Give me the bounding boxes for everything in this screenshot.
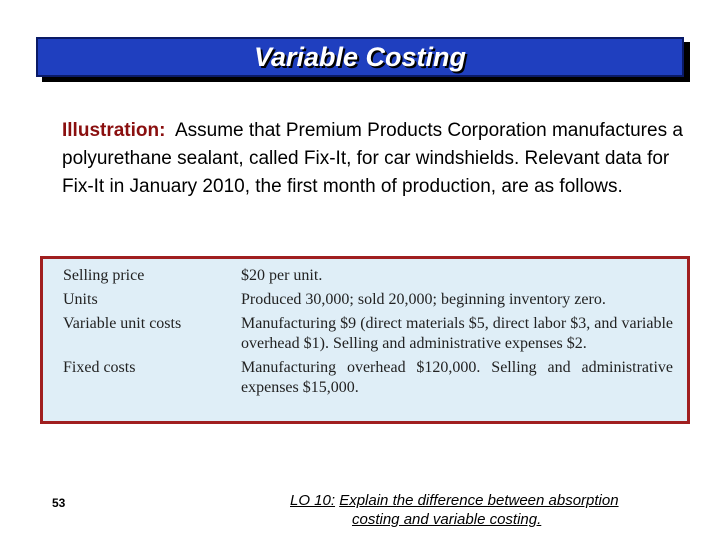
- data-box: [40, 256, 690, 424]
- lo-text-2: costing and variable costing.: [352, 511, 542, 528]
- page-number: 53: [52, 496, 66, 510]
- intro-paragraph: [62, 117, 692, 201]
- title-bar: [36, 37, 684, 77]
- slide-title: Variable Costing: [253, 41, 467, 72]
- row-desc: $20 per unit.: [241, 267, 323, 284]
- row-desc: Produced 30,000; sold 20,000; beginning inventory zero.: [241, 291, 606, 308]
- learning-objective: [290, 491, 690, 529]
- intro-text: Assume that Premium Products Corporation manufactures a polyurethane sealant, called Fix-It, for car windshields. Relevant data for Fix-It in January 2010, the first month of production, are as follows.: [62, 120, 683, 197]
- lo-text-1: Explain the difference between absorption: [339, 492, 619, 509]
- row-desc: Manufacturing $9 (direct materials $5, direct labor $3, and variable overhead $1). Selling and administrative expenses $2.: [241, 315, 673, 352]
- table-row: [63, 313, 673, 357]
- table-row: [63, 265, 673, 289]
- data-table: [63, 265, 673, 401]
- row-desc: Manufacturing overhead $120,000. Selling and administrative expenses $15,000.: [241, 359, 673, 396]
- row-item: Fixed costs: [63, 359, 136, 376]
- table-row: [63, 289, 673, 313]
- lo-line-1: [290, 491, 690, 510]
- intro-label: Illustration:: [62, 120, 166, 141]
- row-item: Units: [63, 291, 98, 308]
- row-item: Variable unit costs: [63, 315, 182, 332]
- row-item: Selling price: [63, 267, 145, 284]
- table-row: [63, 357, 673, 401]
- lo-tag: LO 10:: [290, 492, 336, 509]
